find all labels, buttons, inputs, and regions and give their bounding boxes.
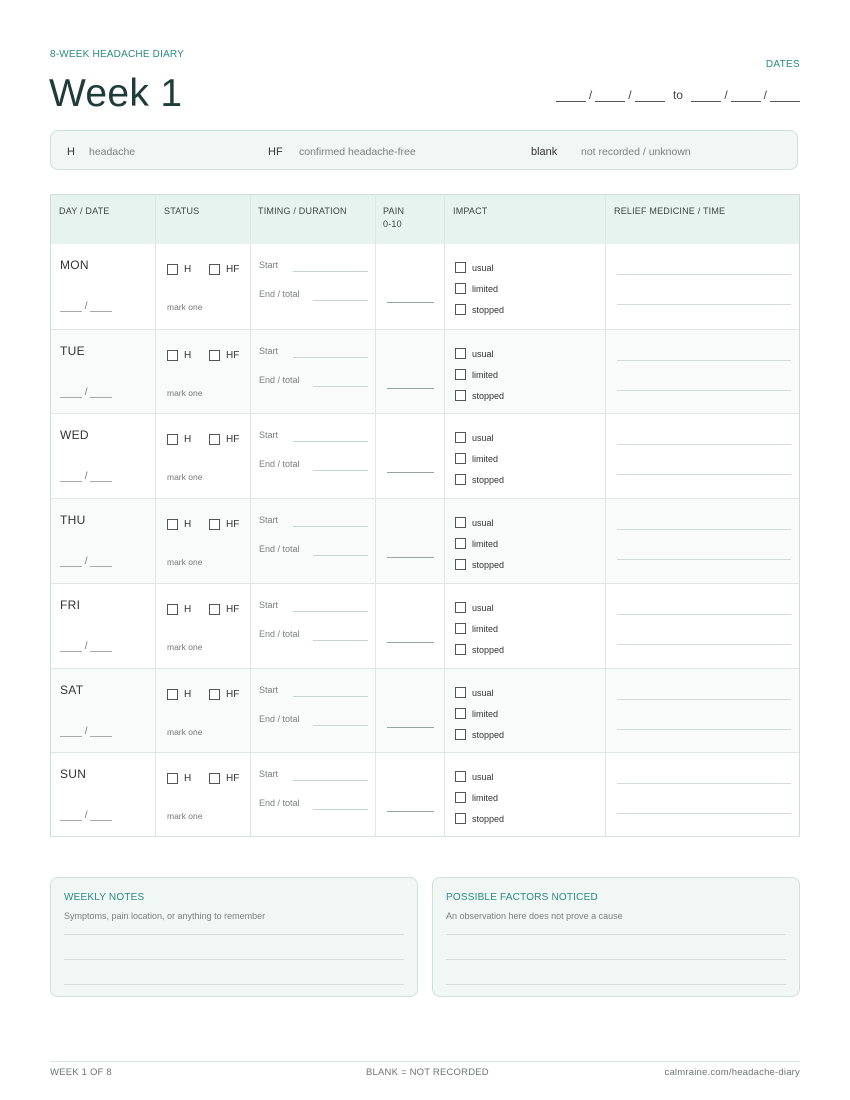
date-blank[interactable]: [90, 642, 112, 652]
weekly-notes-subtitle: Symptoms, pain location, or anything to remember: [64, 911, 266, 921]
date-blank[interactable]: [60, 557, 82, 567]
relief-line[interactable]: [617, 390, 791, 391]
impact-limited-label: limited: [472, 708, 499, 719]
legend-desc-blank: not recorded / unknown: [581, 146, 691, 158]
date-blank[interactable]: [60, 472, 82, 482]
impact-stopped-label: stopped: [472, 560, 505, 571]
start-label: Start: [259, 345, 279, 356]
relief-line[interactable]: [617, 304, 791, 305]
impact-stopped-label: stopped: [472, 814, 505, 825]
start-label: Start: [259, 260, 279, 270]
date-blank[interactable]: [90, 302, 112, 312]
status-h-checkbox[interactable]: [167, 604, 178, 615]
status-hf-label: HF: [226, 603, 240, 615]
status-hf-checkbox[interactable]: [209, 604, 220, 615]
end-total-label: End / total: [259, 544, 300, 555]
legend-desc-h: headache: [89, 146, 136, 158]
status-h-label: H: [184, 773, 192, 785]
footer-divider: [50, 1061, 800, 1062]
start-time-field[interactable]: [293, 441, 368, 442]
day-name: FRI: [60, 597, 81, 612]
date-blank[interactable]: [556, 89, 586, 102]
impact-limited-checkbox[interactable]: [455, 623, 466, 634]
impact-stopped-checkbox[interactable]: [455, 729, 466, 740]
date-blank[interactable]: [90, 472, 112, 482]
impact-limited-checkbox[interactable]: [455, 538, 466, 549]
relief-line[interactable]: [617, 360, 791, 361]
col-timing-header: TIMING / DURATION: [258, 206, 347, 216]
date-blank[interactable]: [635, 89, 665, 102]
impact-limited-checkbox[interactable]: [455, 369, 466, 380]
end-total-field[interactable]: [313, 470, 368, 471]
impact-limited-label: limited: [472, 369, 499, 380]
day-name: THU: [60, 513, 86, 528]
date-blank[interactable]: [60, 811, 82, 821]
impact-usual-checkbox[interactable]: [455, 687, 466, 698]
impact-usual-label: usual: [472, 518, 494, 529]
pain-score-field[interactable]: [387, 388, 434, 389]
pain-score-field[interactable]: [387, 642, 434, 643]
day-name: WED: [60, 428, 89, 443]
note-line[interactable]: [64, 984, 404, 985]
note-line[interactable]: [64, 934, 404, 935]
status-h-label: H: [184, 603, 192, 615]
mark-one-hint: mark one: [167, 811, 203, 822]
date-blank[interactable]: [90, 811, 112, 821]
day-date-field[interactable]: /: [60, 641, 112, 652]
day-date-field[interactable]: /: [60, 301, 112, 312]
status-hf-label: HF: [226, 519, 240, 531]
impact-stopped-checkbox[interactable]: [455, 813, 466, 824]
status-h-checkbox[interactable]: [167, 264, 178, 275]
pain-score-field[interactable]: [387, 727, 434, 728]
relief-line[interactable]: [617, 729, 791, 730]
impact-usual-label: usual: [472, 348, 494, 359]
impact-stopped-label: stopped: [472, 729, 505, 740]
col-relief-header: RELIEF MEDICINE / TIME: [614, 206, 726, 216]
day-name: TUE: [60, 343, 85, 358]
end-total-label: End / total: [259, 713, 300, 724]
legend-box: [50, 130, 798, 170]
relief-line[interactable]: [617, 783, 791, 784]
legend-key-h: H: [67, 146, 75, 158]
impact-usual-label: usual: [472, 772, 494, 783]
mark-one-hint: mark one: [167, 726, 203, 737]
date-blank[interactable]: [60, 727, 82, 737]
impact-usual-checkbox[interactable]: [455, 262, 466, 273]
status-hf-checkbox[interactable]: [209, 773, 220, 784]
impact-stopped-checkbox[interactable]: [455, 644, 466, 655]
date-blank[interactable]: [595, 89, 625, 102]
impact-stopped-label: stopped: [472, 390, 505, 401]
table-header: [51, 194, 799, 244]
start-time-field[interactable]: [293, 696, 368, 697]
footer-url: calmraine.com/headache-diary: [664, 1067, 800, 1078]
footer-legend-note: BLANK = NOT RECORDED: [366, 1067, 489, 1078]
start-time-field[interactable]: [293, 526, 368, 527]
date-blank[interactable]: [90, 388, 112, 398]
impact-stopped-label: stopped: [472, 475, 505, 486]
factors-subtitle: An observation here does not prove a cause: [446, 911, 623, 921]
end-total-field[interactable]: [313, 386, 368, 387]
relief-line[interactable]: [617, 644, 791, 645]
weekly-notes-card[interactable]: [50, 877, 418, 997]
day-name: MON: [60, 258, 89, 272]
end-total-label: End / total: [259, 374, 300, 385]
impact-stopped-checkbox[interactable]: [455, 559, 466, 570]
status-h-label: H: [184, 434, 192, 446]
day-row-sat: [51, 668, 799, 753]
status-h-checkbox[interactable]: [167, 773, 178, 784]
diary-kicker: 8-WEEK HEADACHE DIARY: [50, 49, 185, 60]
relief-line[interactable]: [617, 559, 791, 560]
impact-usual-label: usual: [472, 687, 494, 698]
footer-week: WEEK 1 OF 8: [50, 1067, 112, 1078]
impact-usual-checkbox[interactable]: [455, 348, 466, 359]
status-hf-label: HF: [226, 349, 240, 361]
end-total-field[interactable]: [313, 809, 368, 810]
end-total-field[interactable]: [313, 300, 368, 301]
day-date-field[interactable]: /: [60, 556, 112, 567]
impact-usual-label: usual: [472, 263, 494, 273]
impact-limited-label: limited: [472, 623, 499, 634]
relief-line[interactable]: [617, 274, 791, 275]
day-row-sun: [51, 752, 799, 837]
relief-line[interactable]: [617, 699, 791, 700]
date-blank[interactable]: [731, 89, 761, 102]
col-impact-header: IMPACT: [453, 206, 488, 216]
status-hf-label: HF: [226, 773, 240, 785]
page-title: Week 1: [49, 72, 183, 115]
pain-score-field[interactable]: [387, 811, 434, 812]
col-status-header: STATUS: [164, 206, 200, 216]
status-hf-label: HF: [226, 264, 240, 275]
start-time-field[interactable]: [293, 780, 368, 781]
day-row-thu: [51, 498, 799, 583]
day-date-field[interactable]: /: [60, 471, 112, 482]
status-h-checkbox[interactable]: [167, 434, 178, 445]
status-h-label: H: [184, 264, 192, 275]
dates-range-field[interactable]: / / to / /: [556, 88, 800, 102]
start-label: Start: [259, 599, 279, 610]
impact-limited-label: limited: [472, 539, 499, 550]
date-blank[interactable]: [60, 642, 82, 652]
day-row-fri: [51, 583, 799, 668]
end-total-label: End / total: [259, 798, 300, 809]
column-divider: [605, 194, 606, 837]
day-row-mon: [51, 244, 799, 329]
end-total-label: End / total: [259, 459, 300, 470]
impact-usual-checkbox[interactable]: [455, 771, 466, 782]
column-divider: [375, 194, 376, 837]
weekly-notes-title: WEEKLY NOTES: [64, 892, 145, 903]
status-hf-label: HF: [226, 688, 240, 700]
impact-limited-label: limited: [472, 793, 499, 804]
day-row-tue: [51, 329, 799, 414]
legend-desc-hf: confirmed headache-free: [299, 146, 416, 158]
impact-limited-label: limited: [472, 454, 499, 465]
impact-stopped-label: stopped: [472, 644, 505, 655]
mark-one-hint: mark one: [167, 557, 203, 568]
start-label: Start: [259, 684, 279, 695]
start-time-field[interactable]: [293, 357, 368, 358]
day-date-field[interactable]: /: [60, 810, 112, 821]
impact-usual-label: usual: [472, 602, 494, 613]
impact-limited-checkbox[interactable]: [455, 708, 466, 719]
column-divider: [250, 194, 251, 837]
diary-table: [50, 194, 800, 837]
date-blank[interactable]: [691, 89, 721, 102]
status-hf-checkbox[interactable]: [209, 434, 220, 445]
legend-key-hf: HF: [268, 146, 283, 158]
impact-usual-checkbox[interactable]: [455, 432, 466, 443]
relief-line[interactable]: [617, 444, 791, 445]
note-line[interactable]: [446, 984, 786, 985]
date-blank[interactable]: [60, 388, 82, 398]
impact-limited-checkbox[interactable]: [455, 283, 466, 294]
status-h-label: H: [184, 688, 192, 700]
impact-limited-checkbox[interactable]: [455, 453, 466, 464]
col-pain-header: [383, 205, 404, 231]
status-h-checkbox[interactable]: [167, 519, 178, 530]
day-date-field[interactable]: /: [60, 387, 112, 398]
relief-line[interactable]: [617, 813, 791, 814]
end-total-label: End / total: [259, 289, 300, 299]
end-total-field[interactable]: [313, 640, 368, 641]
start-label: Start: [259, 769, 279, 780]
column-divider: [444, 194, 445, 837]
col-day-header: DAY / DATE: [59, 206, 110, 216]
pain-score-field[interactable]: [387, 302, 434, 303]
relief-line[interactable]: [617, 474, 791, 475]
dates-to-label: to: [672, 88, 683, 102]
end-total-field[interactable]: [313, 555, 368, 556]
status-h-checkbox[interactable]: [167, 689, 178, 700]
relief-line[interactable]: [617, 614, 791, 615]
note-line[interactable]: [446, 959, 786, 960]
start-time-field[interactable]: [293, 611, 368, 612]
status-hf-checkbox[interactable]: [209, 689, 220, 700]
impact-usual-checkbox[interactable]: [455, 517, 466, 528]
factors-card[interactable]: [432, 877, 800, 997]
dates-label: DATES: [765, 59, 800, 70]
pain-score-field[interactable]: [387, 557, 434, 558]
impact-stopped-label: stopped: [472, 305, 505, 315]
impact-usual-checkbox[interactable]: [455, 602, 466, 613]
start-time-field[interactable]: [293, 271, 368, 272]
impact-stopped-checkbox[interactable]: [455, 304, 466, 315]
relief-line[interactable]: [617, 529, 791, 530]
date-blank[interactable]: [770, 89, 800, 102]
start-label: Start: [259, 515, 279, 526]
day-row-wed: [51, 413, 799, 498]
status-hf-checkbox[interactable]: [209, 350, 220, 361]
legend-key-blank: blank: [531, 146, 558, 158]
impact-limited-label: limited: [472, 284, 499, 294]
pain-header-label: PAIN: [383, 206, 405, 216]
impact-stopped-checkbox[interactable]: [455, 390, 466, 401]
status-hf-checkbox[interactable]: [209, 519, 220, 530]
pain-scale-label: 0-10: [383, 219, 402, 229]
impact-usual-label: usual: [472, 433, 494, 444]
date-blank[interactable]: [90, 557, 112, 567]
factors-title: POSSIBLE FACTORS NOTICED: [446, 892, 598, 903]
start-label: Start: [259, 430, 279, 441]
mark-one-hint: mark one: [167, 387, 203, 398]
mark-one-hint: mark one: [167, 472, 203, 483]
mark-one-hint: mark one: [167, 641, 203, 652]
day-date-field[interactable]: /: [60, 726, 112, 737]
status-hf-checkbox[interactable]: [209, 264, 220, 275]
status-h-label: H: [184, 349, 192, 361]
impact-limited-checkbox[interactable]: [455, 792, 466, 803]
date-blank[interactable]: [60, 302, 82, 312]
mark-one-hint: mark one: [167, 302, 203, 312]
column-divider: [155, 194, 156, 837]
note-line[interactable]: [64, 959, 404, 960]
day-name: SAT: [60, 682, 84, 697]
day-name: SUN: [60, 767, 87, 782]
note-line[interactable]: [446, 934, 786, 935]
status-h-checkbox[interactable]: [167, 350, 178, 361]
end-total-label: End / total: [259, 628, 300, 639]
end-total-field[interactable]: [313, 725, 368, 726]
pain-score-field[interactable]: [387, 472, 434, 473]
date-blank[interactable]: [90, 727, 112, 737]
status-hf-label: HF: [226, 434, 240, 446]
impact-stopped-checkbox[interactable]: [455, 474, 466, 485]
status-h-label: H: [184, 519, 192, 531]
